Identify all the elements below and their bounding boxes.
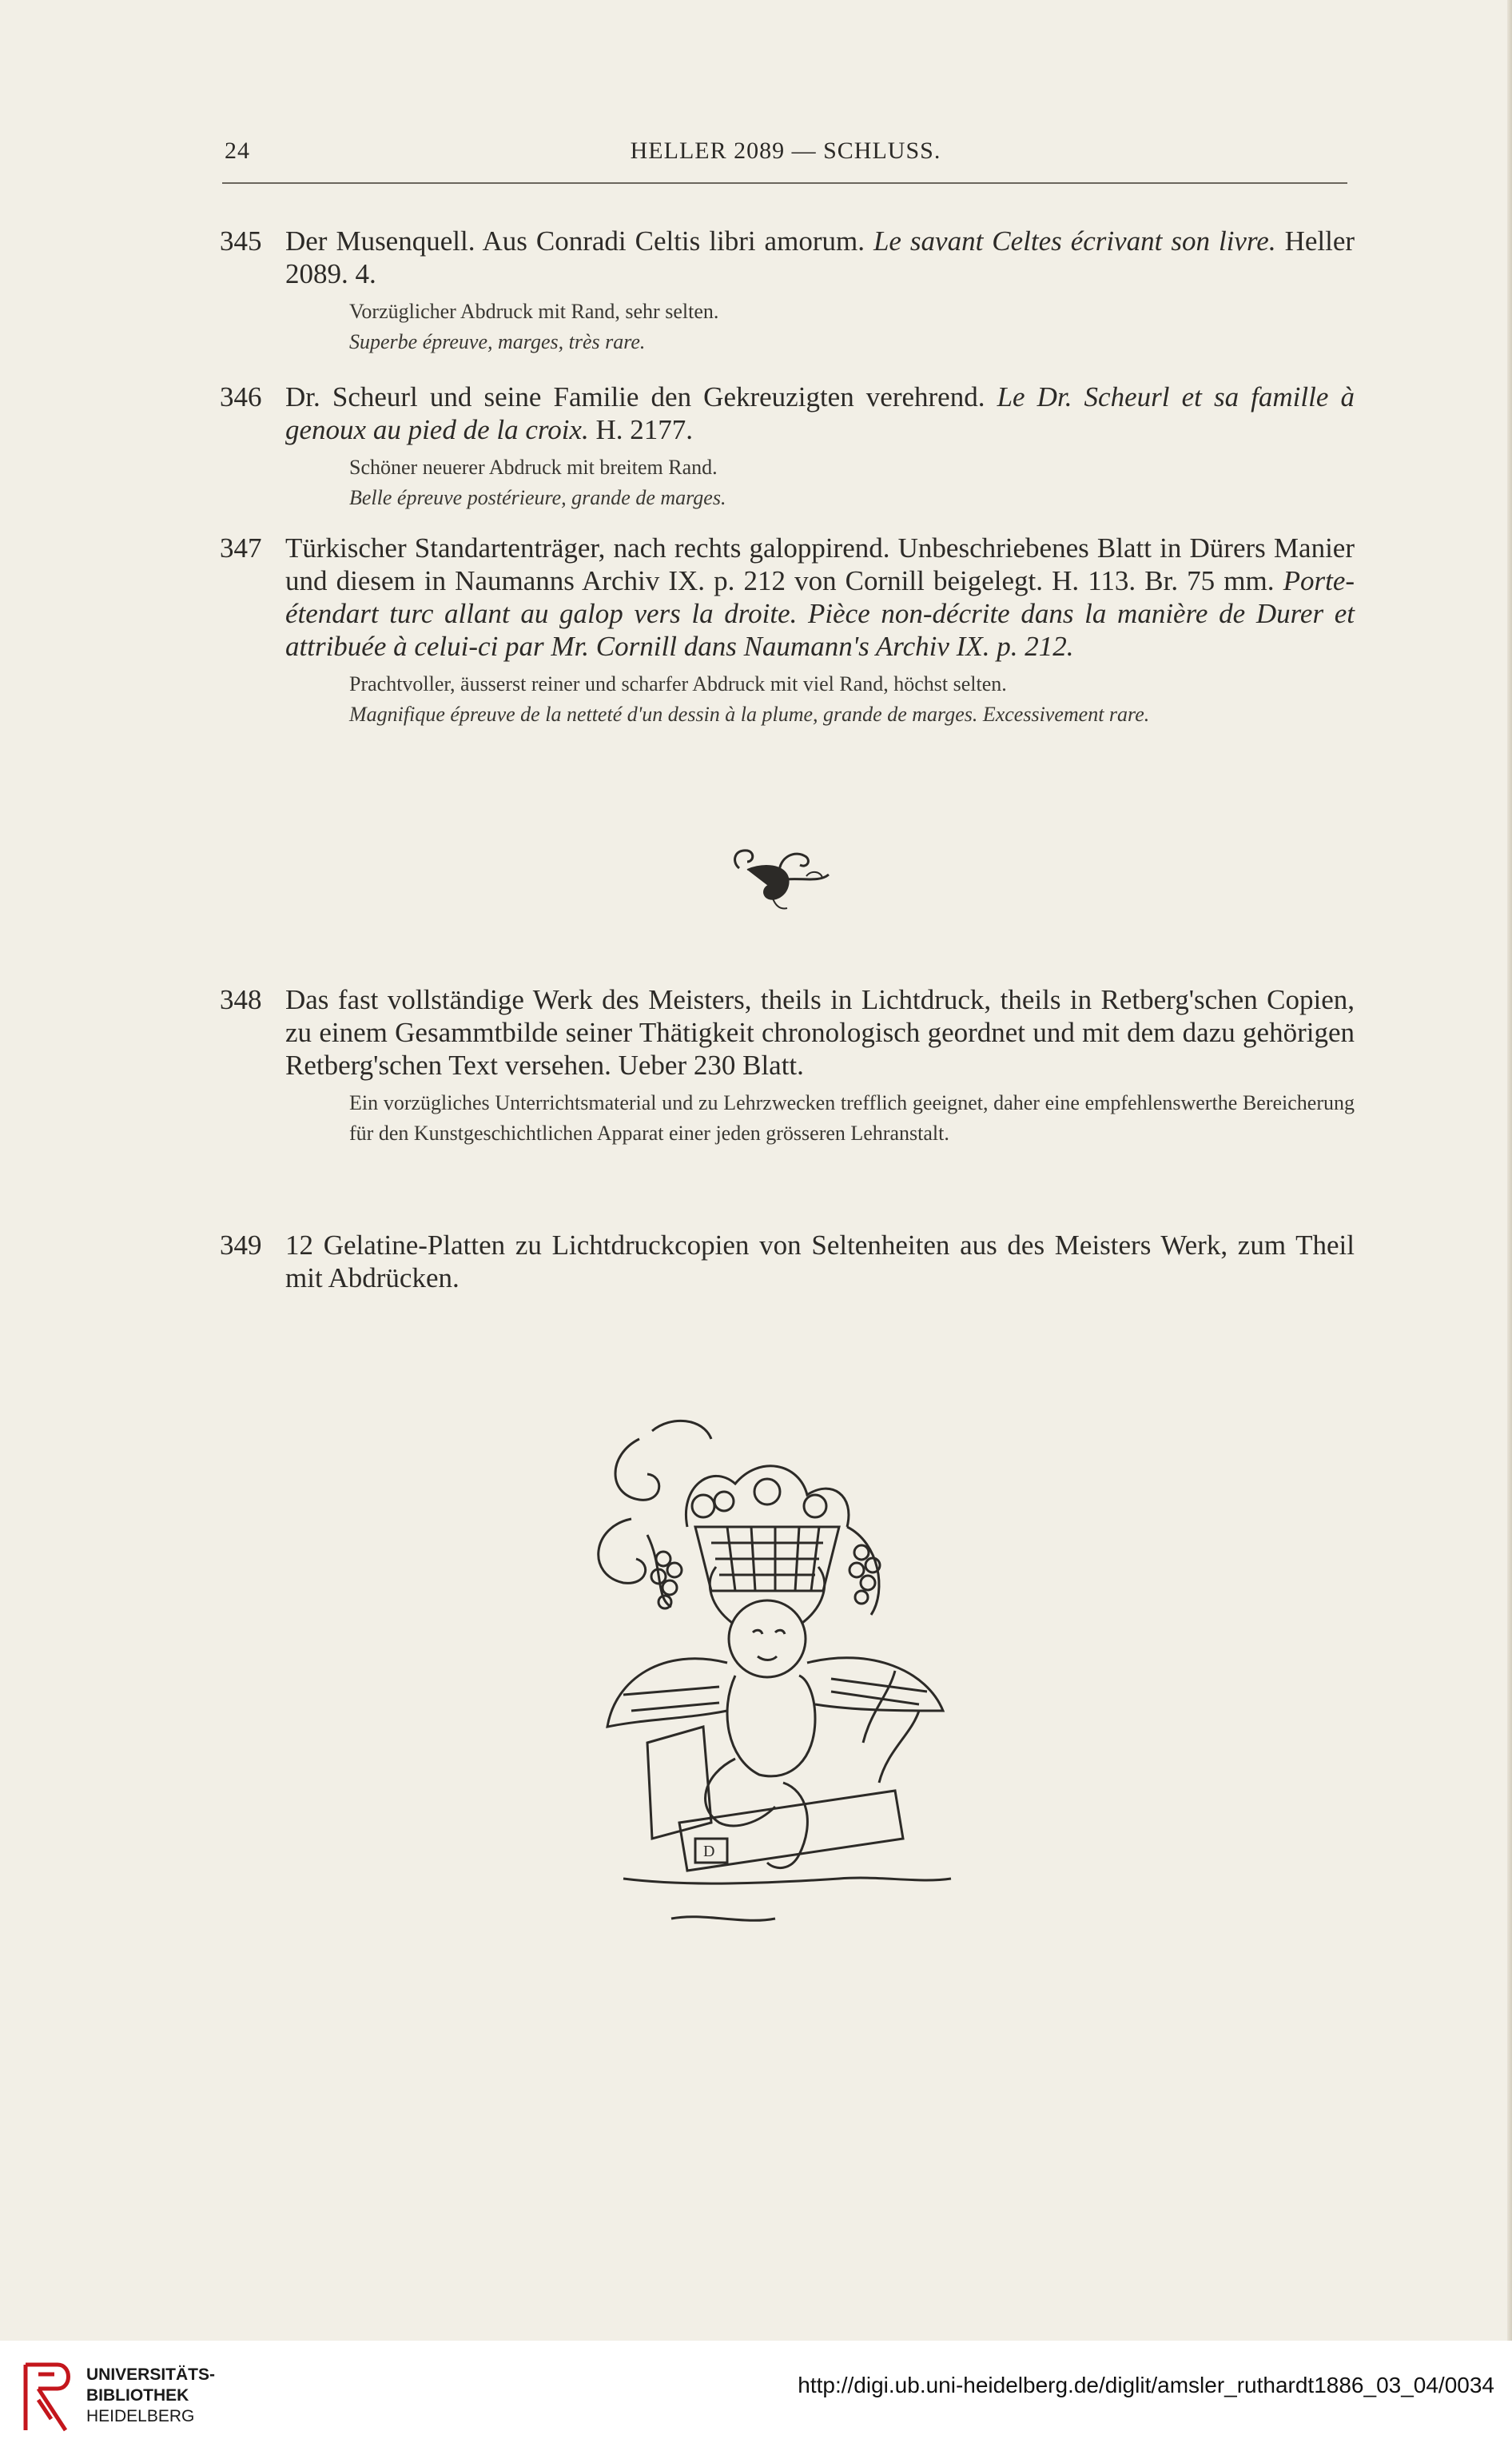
entry-title-fr: Porte-étendart turc allant au galop vers la droite. Pièce non-décrite dans la manière de Durer et attribuée à celui-ci par Mr. Cornill dans Naumann's Archiv IX. p. 212. — [285, 565, 1355, 662]
entry-body — [285, 983, 1355, 1149]
source-url-link[interactable]: http://digi.ub.uni-heidelberg.de/diglit/amsler_ruthardt1886_03_04/0034 — [798, 2373, 1494, 2397]
entry-note-fr: Belle épreuve postérieure, grande de marges. — [349, 486, 726, 509]
header-rule — [222, 182, 1347, 184]
entry-title-fr: Le savant Celtes écrivant son livre. — [873, 225, 1276, 257]
entry-number: 345 — [220, 225, 262, 257]
entry-number: 346 — [220, 381, 262, 412]
entry-body — [285, 225, 1355, 357]
entry-body — [285, 1229, 1355, 1294]
entry-title-fr: Le Dr. Scheurl et sa famille à genoux au pied de la croix. — [285, 381, 1355, 445]
entry-title-de: Türkischer Standartenträger, nach rechts galoppirend. Unbeschriebenes Blatt in Dürers Manier und diesem in Naumanns Archiv IX. p. 212 von Cornill beigelegt. H. 113. Br. 75 mm. — [285, 532, 1355, 596]
entry-title-de: 12 Gelatine-Platten zu Lichtdruckcopien von Seltenheiten aus des Meisters Werk, zum Theil mit Abdrücken. — [285, 1229, 1355, 1293]
institution-name: UNIVERSITÄTS- BIBLIOTHEK HEIDELBERG — [86, 2365, 216, 2425]
university-library-logo-icon — [16, 2358, 77, 2435]
entry-reference: H. 2177. — [595, 414, 693, 445]
running-title: HELLER 2089 — SCHLUSS. — [630, 137, 941, 164]
entry-body — [285, 532, 1355, 730]
entry-title-de: Der Musenquell. Aus Conradi Celtis libri amorum. — [285, 225, 865, 257]
page-number: 24 — [225, 137, 250, 164]
library-footer — [0, 2341, 1512, 2451]
entry-note-de: Schöner neuerer Abdruck mit breitem Rand. — [349, 456, 718, 479]
entry-note-de: Ein vorzügliches Unterrichtsmaterial und zu Lehrzwecken trefflich geeignet, daher eine empfehlenswerthe Bereicherung für den Kunstgeschichtlichen Apparat einer jeden grösseren Lehranstalt. — [349, 1091, 1355, 1145]
entry-reference: Heller 2089. 4. — [285, 225, 1355, 289]
entry-title-de: Das fast vollständige Werk des Meisters, theils in Lichtdruck, theils in Retberg'schen Copien, zu einem Gesammtbilde seiner Thätigkeit chronologisch geordnet und mit dem dazu gehörigen Retberg'schen Text versehen. Ueber 230 Blatt. — [285, 984, 1355, 1081]
entry-note-de: Vorzüglicher Abdruck mit Rand, sehr selten. — [349, 300, 719, 323]
entry-number: 348 — [220, 984, 262, 1015]
entry-note-fr: Superbe épreuve, marges, très rare. — [349, 330, 646, 353]
putto-with-fruit-basket-icon — [575, 1407, 1007, 1951]
entry-number: 349 — [220, 1229, 262, 1261]
printer-ornament-icon — [723, 838, 843, 926]
page-header — [220, 134, 1351, 182]
entry-note-de: Prachtvoller, äusserst reiner und scharfer Abdruck mit viel Rand, höchst selten. — [349, 672, 1007, 695]
entry-number: 347 — [220, 532, 262, 564]
page-edge — [1507, 0, 1512, 2341]
monogram-d: D — [703, 1843, 715, 1860]
entry-note-fr: Magnifique épreuve de la netteté d'un dessin à la plume, grande de marges. Excessivement rare. — [349, 703, 1150, 726]
entry-body — [285, 381, 1355, 513]
entry-title-de: Dr. Scheurl und seine Familie den Gekreuzigten verehrend. — [285, 381, 985, 412]
